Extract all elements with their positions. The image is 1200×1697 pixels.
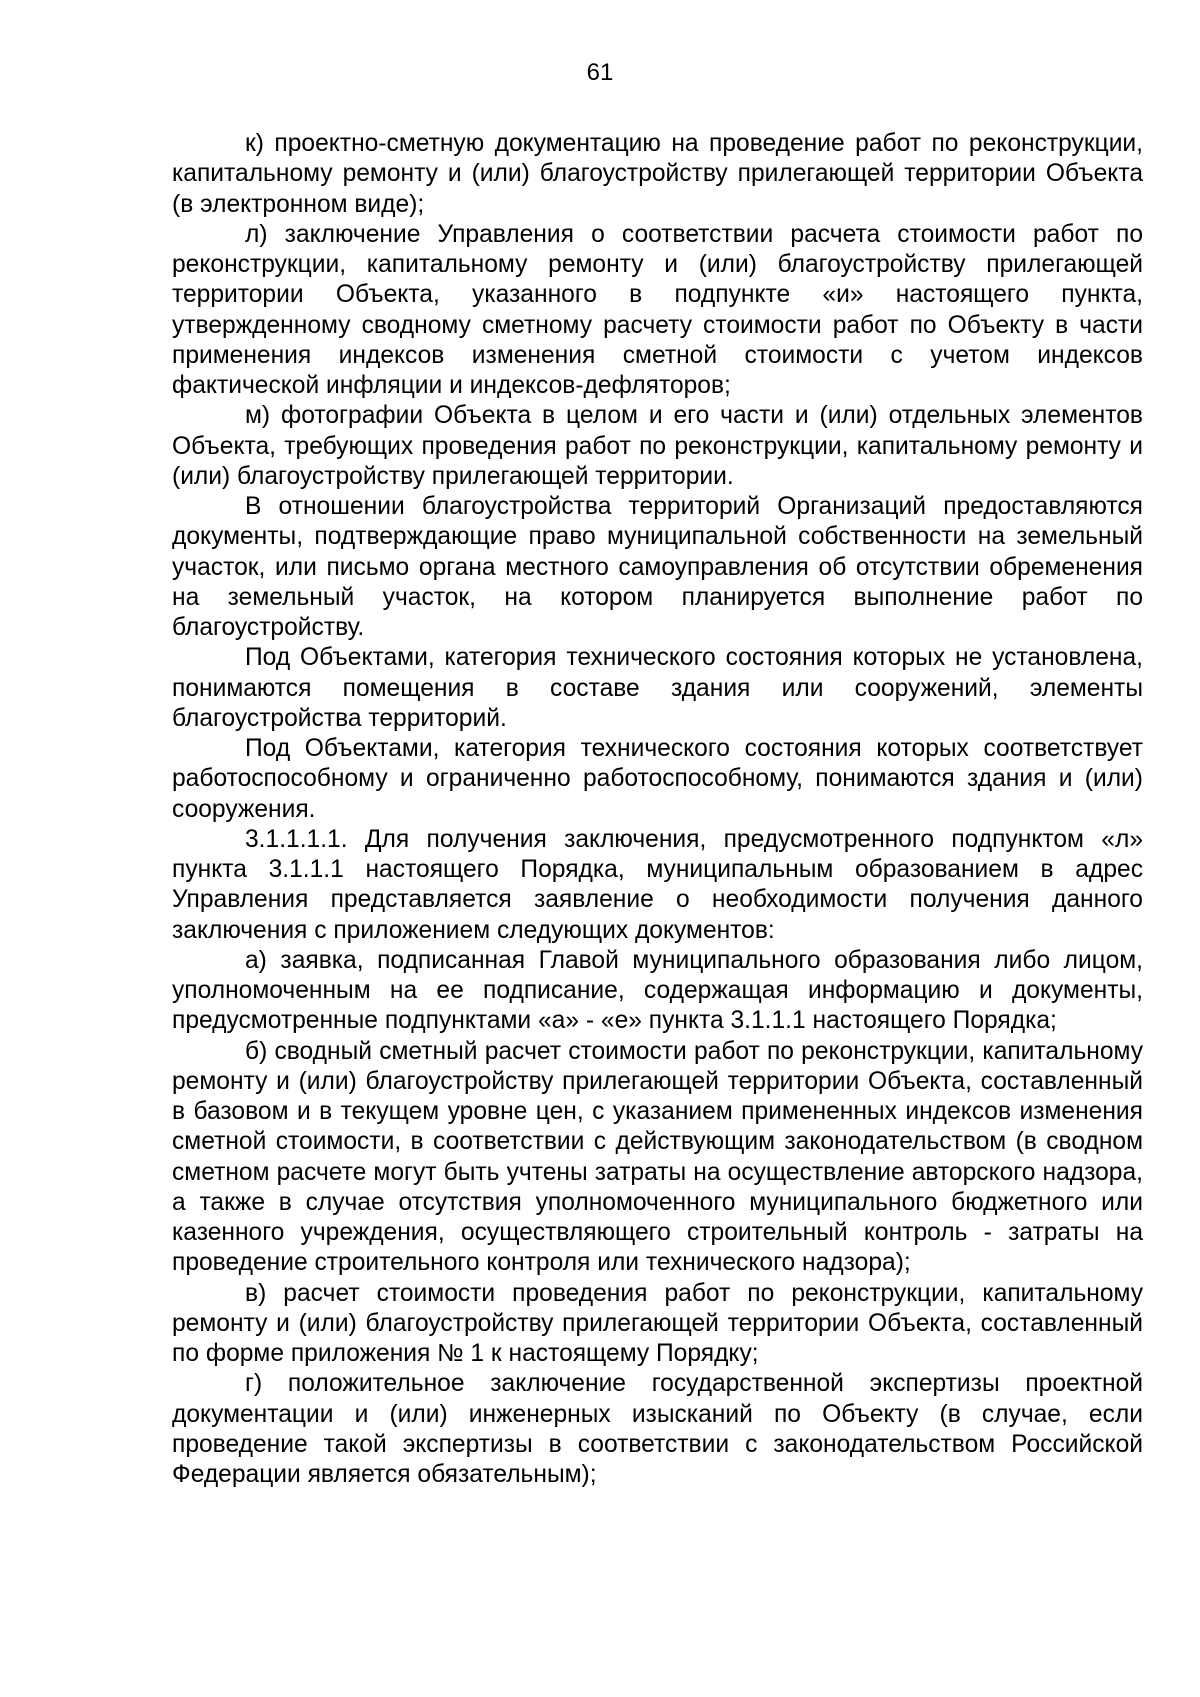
paragraph-item-v: в) расчет стоимости проведения работ по реконструкции, капитальному ремонту и (или) благоустройству прилегающей территории Объекта, составленный по форме приложения № 1 к настоящему Порядку; bbox=[172, 1279, 1143, 1367]
document-body bbox=[172, 129, 1143, 1490]
paragraph-clause-3-1-1-1-1: 3.1.1.1.1. Для получения заключения, предусмотренного подпунктом «л» пункта 3.1.1.1 настоящего Порядка, муниципальным образованием в адрес Управления представляется заявление о необходимости получения данного заключения с приложением следующих документов: bbox=[172, 825, 1143, 944]
page-number: 61 bbox=[586, 59, 614, 86]
paragraph-item-a: а) заявка, подписанная Главой муниципального образования либо лицом, уполномоченным на ее подписание, содержащая информацию и документы, предусмотренные подпунктами «а» - «е» пункта 3.1.1.1 настоящего Порядка; bbox=[172, 946, 1143, 1035]
paragraph-item-m: м) фотографии Объекта в целом и его части и (или) отдельных элементов Объекта, требующих проведения работ по реконструкции, капитальному ремонту и (или) благоустройству прилегающей территории. bbox=[172, 402, 1143, 490]
paragraph-item-k: к) проектно-сметную документацию на проведение работ по реконструкции, капитальному ремонту и (или) благоустройству прилегающей территории Объекта (в электронном виде); bbox=[172, 130, 1143, 218]
paragraph-objects-category-not-set: Под Объектами, категория технического состояния которых не установлена, понимаются помещения в составе здания или сооружений, элементы благоустройства территорий. bbox=[172, 644, 1143, 732]
paragraph-landscaping-documents: В отношении благоустройства территорий Организаций предоставляются документы, подтверждающие право муниципальной собственности на земельный участок, или письмо органа местного самоуправления об отсутствии обременения на земельный участок, на котором планируется выполнение работ по благоустройству. bbox=[172, 493, 1143, 641]
paragraph-objects-category-operable: Под Объектами, категория технического состояния которых соответствует работоспособному и ограниченно работоспособному, понимаются здания и (или) сооружения. bbox=[172, 735, 1143, 823]
paragraph-item-l: л) заключение Управления о соответствии расчета стоимости работ по реконструкции, капитальному ремонту и (или) благоустройству прилегающей территории Объекта, указанного в подпункте «и» настоящего пункта, утвержденному сводному сметному расчету стоимости работ по Объекту в части применения индексов изменения сметной стоимости с учетом индексов фактической инфляции и индексов-дефляторов; bbox=[172, 220, 1143, 399]
paragraph-item-b: б) сводный сметный расчет стоимости работ по реконструкции, капитальному ремонту и (или) благоустройству прилегающей территории Объекта, составленный в базовом и в текущем уровне цен, с указанием примененных индексов изменения сметной стоимости, в соответствии с действующим законодательством (в сводном сметном расчете могут быть учтены затраты на осуществление авторского надзора, а также в случае отсутствия уполномоченного муниципального бюджетного или казенного учреждения, осуществляющего строительный контроль - затраты на проведение строительного контроля или технического надзора); bbox=[172, 1037, 1143, 1277]
paragraph-item-g: г) положительное заключение государственной экспертизы проектной документации и (или) инженерных изысканий по Объекту (в случае, если проведение такой экспертизы в соответствии с законодательством Российской Федерации является обязательным); bbox=[172, 1370, 1143, 1488]
